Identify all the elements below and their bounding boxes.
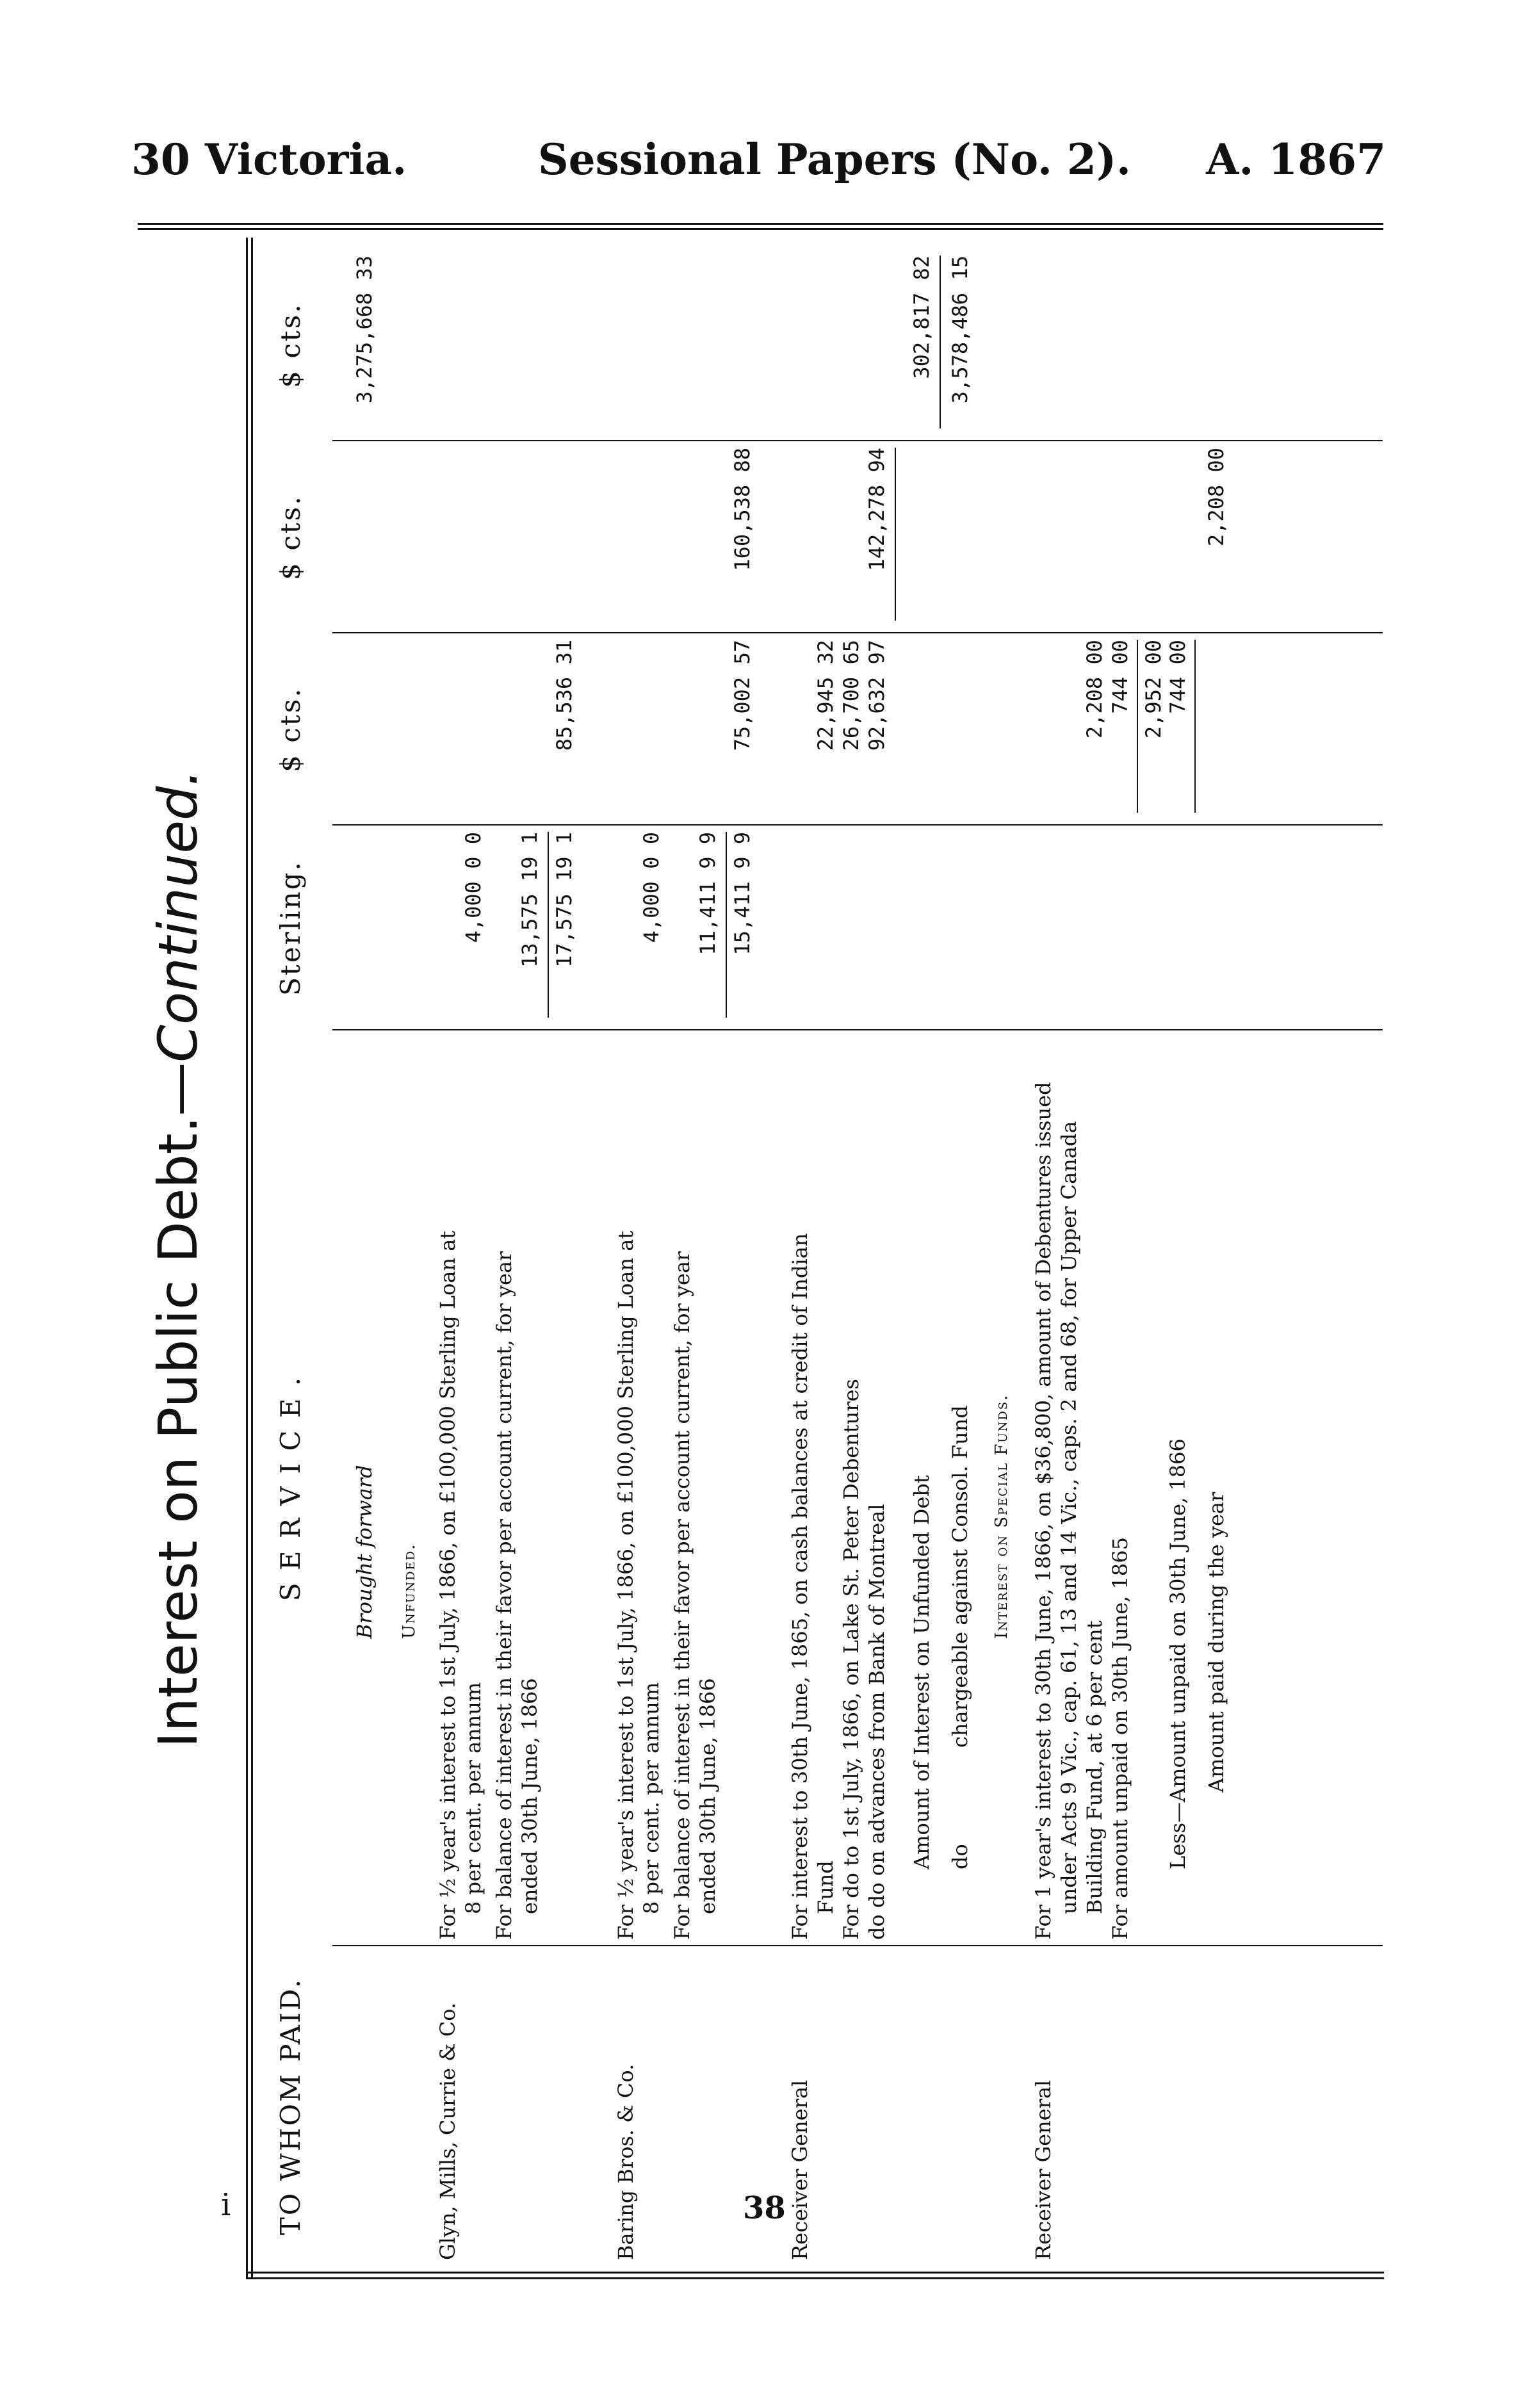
receiver1-amt-3: 92,632 97 — [865, 640, 889, 751]
baring-subtotal: 160,538 88 — [730, 448, 754, 571]
col-divider — [332, 1945, 1383, 1946]
glyn-dollars: 85,536 31 — [552, 640, 576, 751]
chargeable-total: 3,578,486 15 — [948, 256, 972, 404]
col-sterling: Sterling. — [275, 860, 306, 996]
col-divider — [332, 440, 1383, 441]
receiver1-line-2: For do to 1st July, 1866, on Lake St. Peter Debentures — [839, 1379, 863, 1940]
brought-forward-label: Brought forward — [352, 1465, 377, 1639]
rotated-ledger — [140, 238, 1384, 2279]
brought-forward-total: 3,275,668 33 — [352, 256, 377, 404]
rule — [548, 832, 549, 1018]
receiver1-line-3: do do on advances from Bank of Montreal — [865, 1504, 889, 1940]
receiver2-line-2: For amount unpaid on 30th June, 1865 — [1108, 1537, 1132, 1940]
header-year: A. 1867 — [1206, 134, 1386, 184]
glyn-line-2a: For balance of interest in their favor per account current, for year — [492, 1251, 516, 1940]
header-title: Sessional Papers (No. 2). — [538, 134, 1132, 184]
glyn-sterling-2: 13,575 19 1 — [517, 832, 542, 968]
header-rule — [138, 223, 1383, 225]
baring-line-1b: 8 per cent. per annum — [639, 1682, 663, 1914]
receiver2-line-1a: For 1 year's interest to 30th June, 1866, on $36,800, amount of Debentures issued — [1031, 1082, 1055, 1940]
receiver1-amt-2: 26,700 65 — [839, 640, 863, 751]
rule — [1137, 640, 1138, 813]
amount-unfunded-label: Amount of Interest on Unfunded Debt — [909, 1475, 934, 1869]
col-amount-2: $ cts. — [275, 494, 306, 580]
page-header — [0, 134, 1514, 192]
receiver1-subtotal: 142,278 94 — [865, 448, 889, 571]
baring-sterling-1: 4,000 0 0 — [639, 832, 663, 943]
receiver2-paid-label: Amount paid during the year — [1204, 1492, 1228, 1793]
baring-line-1a: For ½ year's interest to 1st July, 1866, on £100,000 Sterling Loan at — [614, 1230, 638, 1940]
rule — [895, 448, 896, 621]
payee-baring: Baring Bros. & Co. — [614, 2063, 638, 2260]
footer-mark: i — [221, 2187, 231, 2223]
col-to-whom: TO WHOM PAID. — [275, 1977, 306, 2236]
top-double-rule — [246, 238, 253, 2279]
amount-unfunded-total: 302,817 82 — [909, 256, 934, 379]
glyn-sterling-1: 4,000 0 0 — [461, 832, 485, 943]
baring-sterling-total: 15,411 9 9 — [730, 832, 754, 956]
section-unfunded: Unfunded. — [400, 1543, 419, 1639]
rule — [940, 256, 941, 428]
table-title: Interest on Public Debt.—Continued. — [147, 769, 209, 1748]
receiver1-amt-1: 22,945 32 — [813, 640, 838, 751]
glyn-line-1a: For ½ year's interest to 1st July, 1866, on £100,000 Sterling Loan at — [435, 1230, 460, 1940]
chargeable-label: chargeable against Consol. Fund — [948, 1405, 972, 1748]
left-double-rule — [246, 2272, 1384, 2279]
baring-dollars: 75,002 57 — [730, 640, 754, 751]
payee-receiver-2: Receiver General — [1031, 2079, 1055, 2260]
page-number: 38 — [743, 2190, 786, 2226]
rule — [1194, 640, 1196, 813]
baring-line-2a: For balance of interest in their favor per account current, for year — [670, 1251, 694, 1940]
baring-line-2b: ended 30th June, 1866 — [696, 1678, 720, 1914]
section-special-funds: Interest on Special Funds. — [992, 1394, 1011, 1639]
receiver1-line-1a: For interest to 30th June, 1865, on cash balances at credit of Indian — [788, 1233, 812, 1940]
receiver2-paid-total: 2,208 00 — [1204, 448, 1228, 547]
col-service: S E R V I C E . — [275, 1375, 306, 1602]
baring-sterling-2: 11,411 9 9 — [696, 832, 720, 956]
payee-receiver-1: Receiver General — [788, 2079, 812, 2260]
payee-glyn: Glyn, Mills, Currie & Co. — [435, 2002, 460, 2260]
receiver2-less-amt: 744 00 — [1166, 640, 1190, 714]
receiver2-sum: 2,952 00 — [1141, 640, 1166, 739]
col-divider — [332, 632, 1383, 633]
col-divider — [332, 824, 1383, 826]
receiver2-less-label: Less—Amount unpaid on 30th June, 1866 — [1166, 1438, 1190, 1869]
receiver1-line-1b: Fund — [813, 1860, 838, 1914]
glyn-sterling-total: 17,575 19 1 — [552, 832, 576, 968]
receiver2-amt-2: 744 00 — [1108, 640, 1132, 714]
header-session: 30 Victoria. — [131, 134, 407, 184]
col-amount-1: $ cts. — [275, 687, 306, 772]
receiver2-line-1c: Building Fund, at 6 per cent — [1082, 1620, 1107, 1914]
rule — [726, 832, 727, 1018]
chargeable-prefix: do — [948, 1844, 972, 1869]
glyn-line-1b: 8 per cent. per annum — [461, 1682, 485, 1914]
glyn-line-2b: ended 30th June, 1866 — [517, 1678, 542, 1914]
col-amount-3: $ cts. — [275, 302, 306, 388]
header-rule-2 — [138, 228, 1383, 230]
receiver2-line-1b: under Acts 9 Vic., cap. 61, 13 and 14 Vic., caps. 2 and 68, for Upper Canada — [1057, 1121, 1081, 1914]
col-divider — [332, 1029, 1383, 1030]
receiver2-amt-1: 2,208 00 — [1082, 640, 1107, 739]
